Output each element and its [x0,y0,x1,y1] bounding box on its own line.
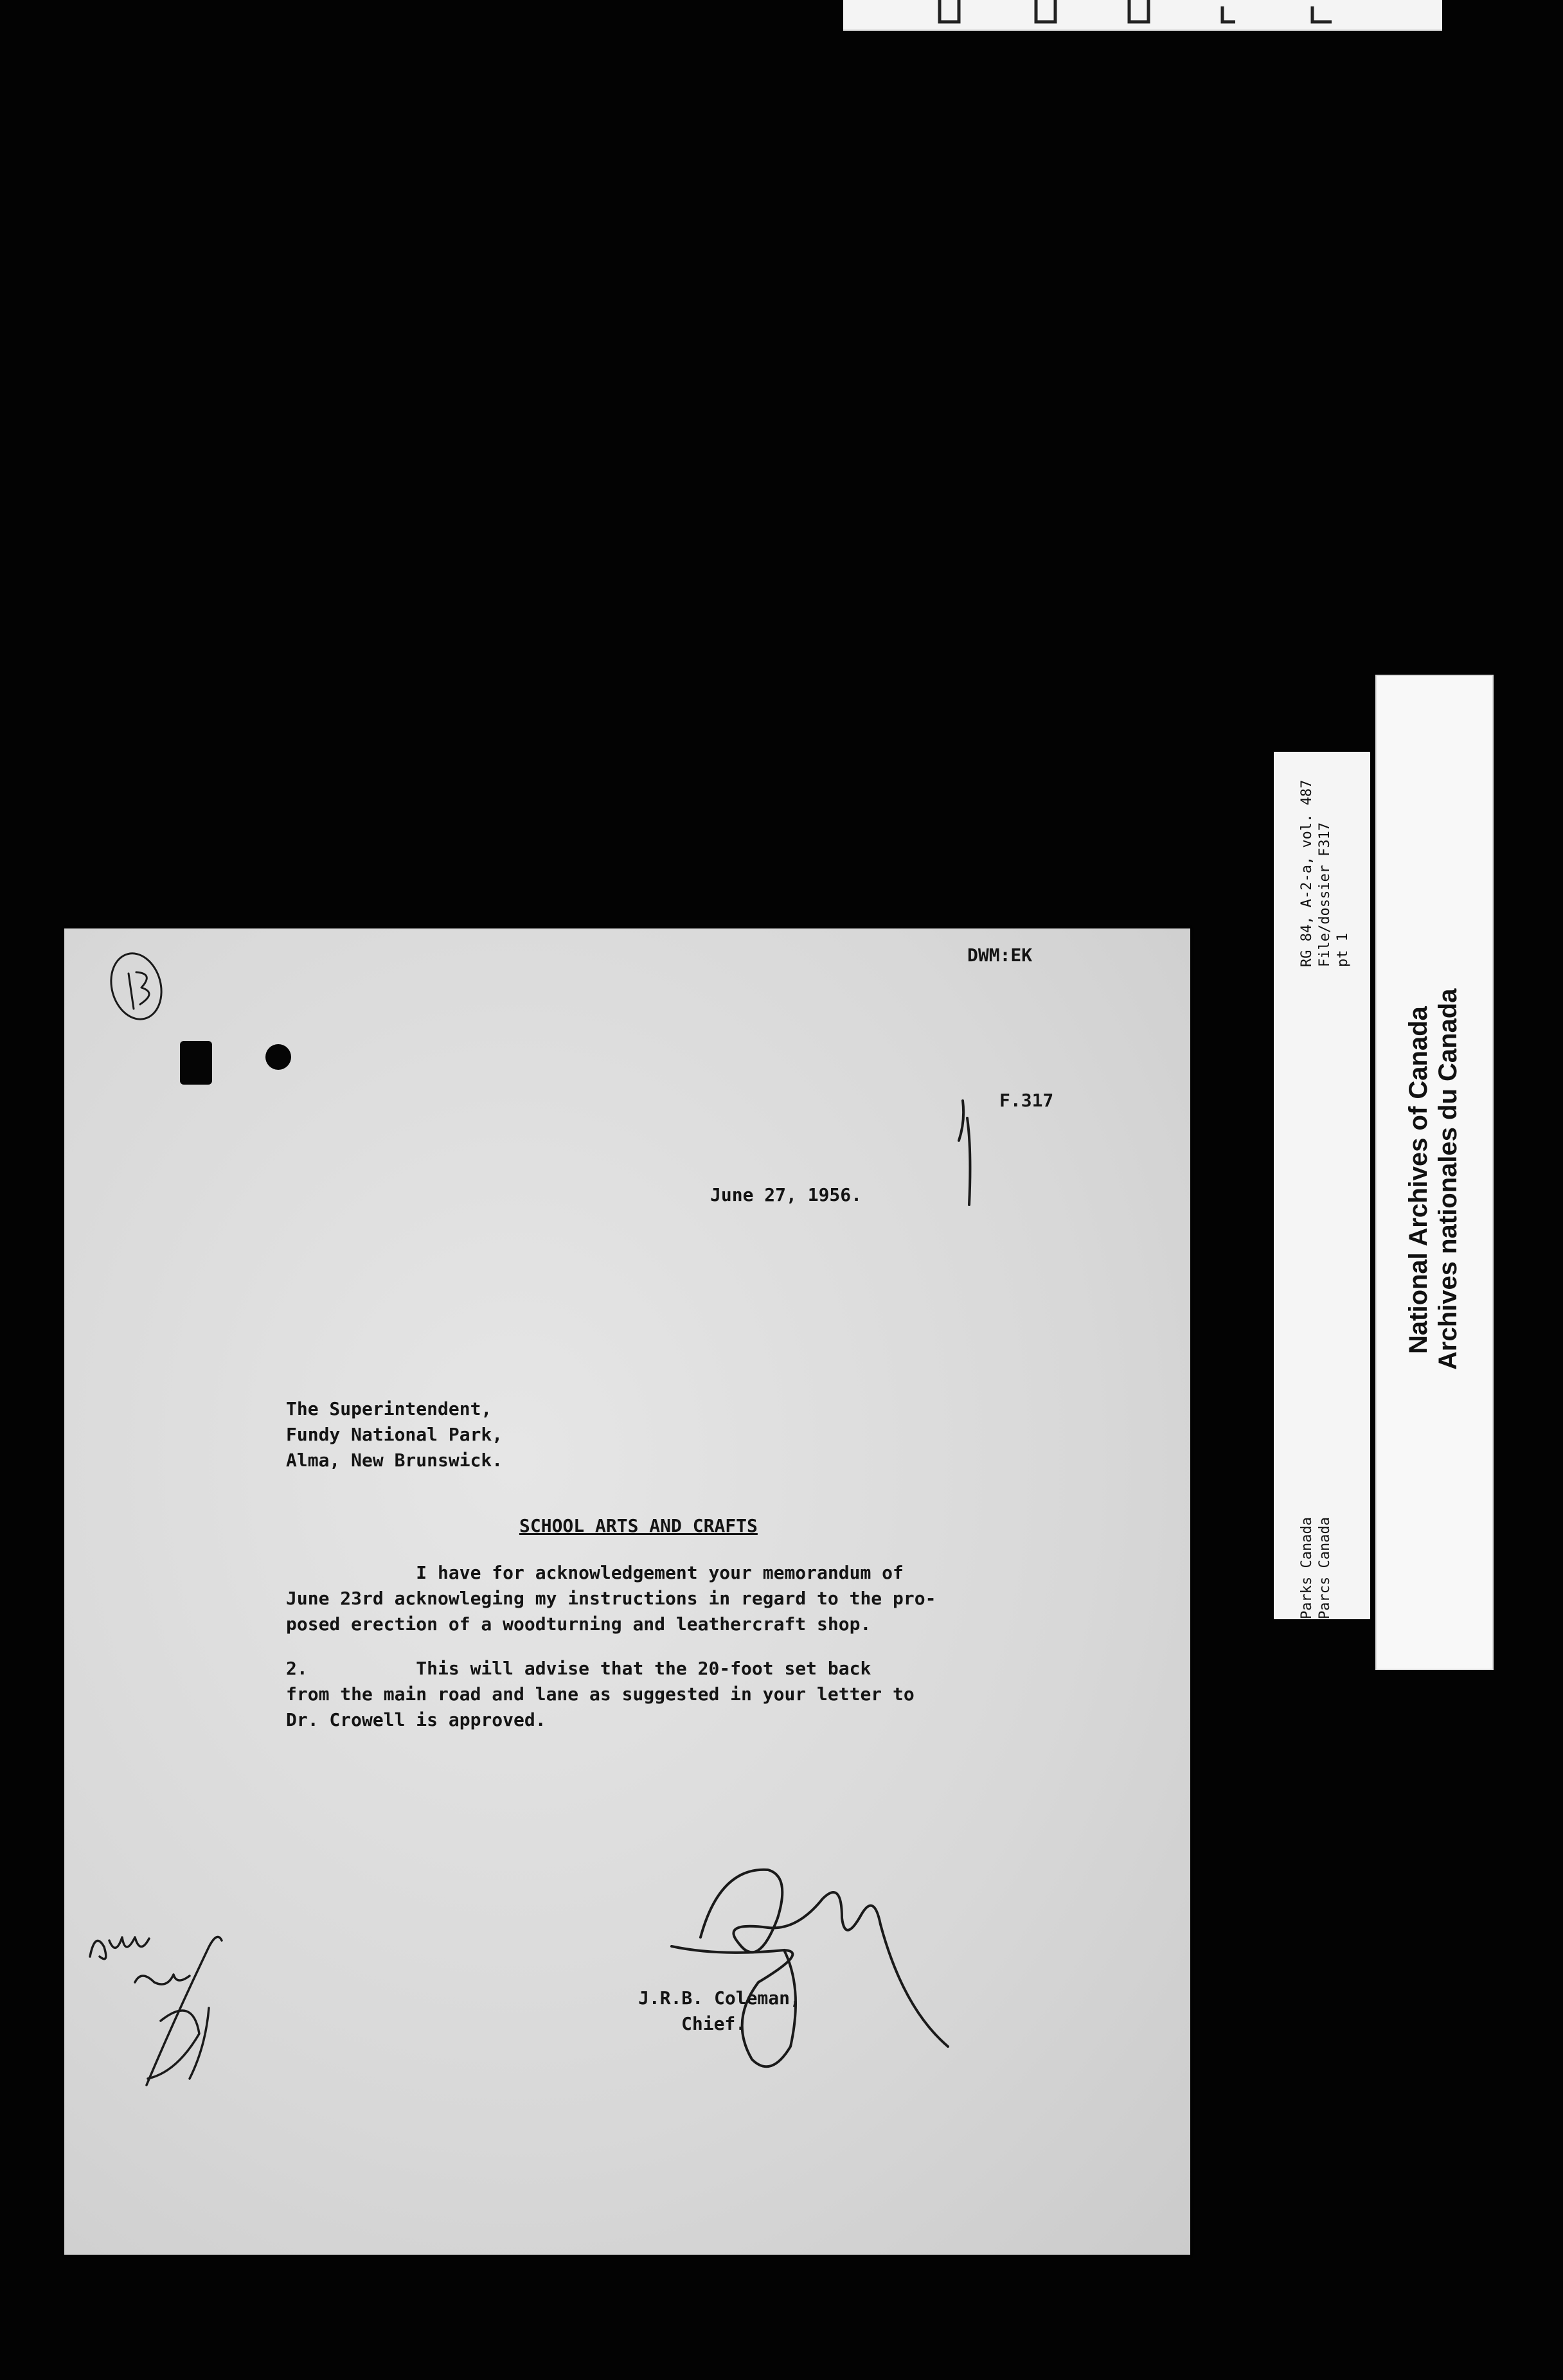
archive-name-english: National Archives of Canada [1404,1006,1433,1354]
archive-reference-line: RG 84, A-2-a, vol. 487 [1299,779,1315,967]
archive-reference-line: File/dossier F317 [1317,822,1333,967]
body-line: June 23rd acknowleging my instructions in regard to the pro- [286,1588,936,1609]
addressee-line: Fundy National Park, [286,1424,503,1445]
punch-hole-square [180,1041,212,1085]
body-line: from the main road and lane as suggested in your letter to [286,1683,915,1705]
signature-mark [672,1870,948,2066]
body-line: Dr. Crowell is approved. [286,1709,546,1730]
film-frame-strip [843,0,1442,31]
subject-heading: SCHOOL ARTS AND CRAFTS [519,1515,758,1536]
reference-initials: DWM:EK [967,945,1033,966]
signatory-title: Chief. [681,2013,747,2034]
archive-name-french: Archives nationales du Canada [1434,988,1462,1370]
file-number: F.317 [999,1090,1054,1111]
letter-date: June 27, 1956. [710,1184,862,1205]
archive-reference-label [1274,752,1370,1619]
body-line: 2. This will advise that the 20-foot set back [286,1658,871,1679]
frame-marks [843,0,1442,30]
punch-hole-round [265,1044,291,1070]
addressee-line: Alma, New Brunswick. [286,1450,503,1471]
archive-reference-line: pt 1 [1335,933,1351,967]
institution-line: Parcs Canada [1317,1517,1333,1619]
signatory-name: J.R.B. Coleman, [638,1987,801,2009]
institution-line: Parks Canada [1299,1517,1315,1619]
archive-title-panel [1375,675,1494,1670]
letter-page [64,928,1190,2255]
addressee-line: The Superintendent, [286,1398,492,1419]
margin-note-mark [90,1937,222,2085]
check-stroke [959,1101,970,1205]
body-line: posed erection of a woodturning and leathercraft shop. [286,1613,871,1635]
body-line: I have for acknowledgement your memorandum of [286,1562,904,1583]
circled-initials-mark [104,948,168,1025]
